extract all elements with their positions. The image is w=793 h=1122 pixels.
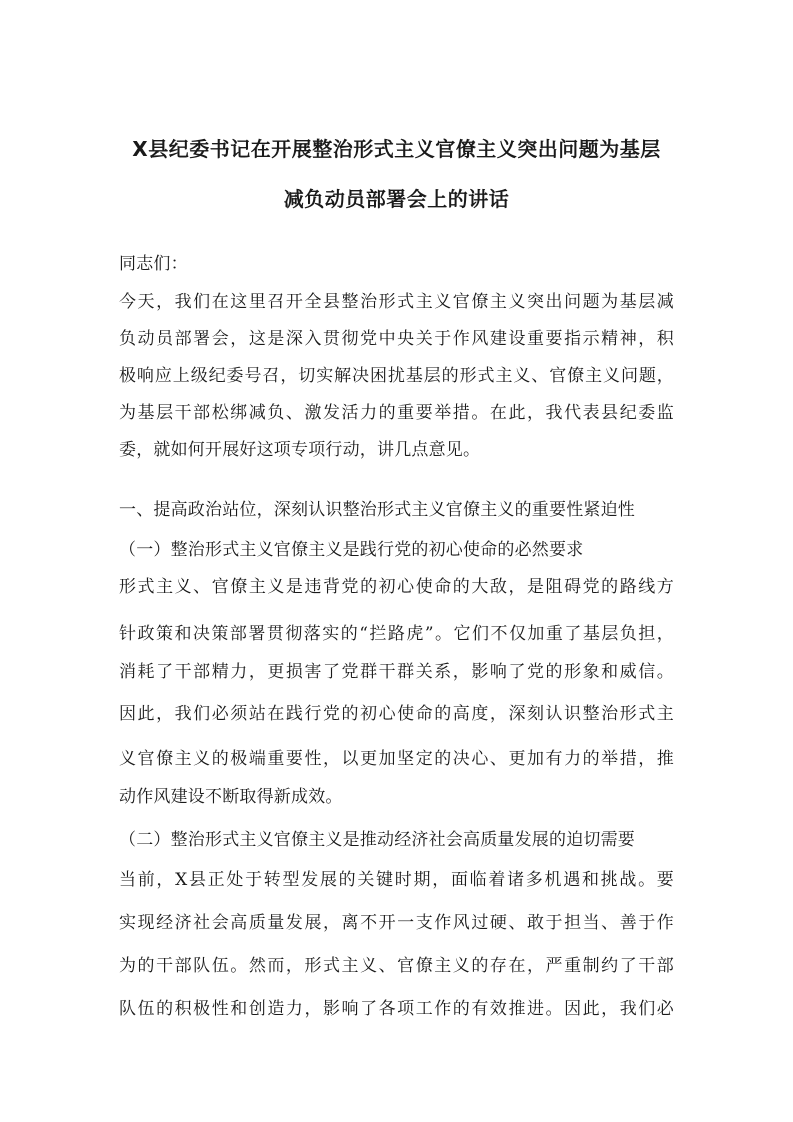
paragraph-line: 负动员部署会，这是深入贯彻党中央关于作风建设重要指示精神，积 (119, 329, 674, 349)
paragraph-line: 当前，X县正处于转型发展的关键时期，面临着诸多机遇和挑战。要 (119, 870, 674, 890)
paragraph-line: 委，就如何开展好这项专项行动，讲几点意见。 (119, 440, 481, 460)
paragraph-line: 义官僚主义的极端重要性，以更加坚定的决心、更加有力的举措，推 (119, 749, 674, 769)
paragraph-line: 队伍的积极性和创造力，影响了各项工作的有效推进。因此，我们必 (119, 999, 674, 1019)
paragraph-line: 动作风建设不断取得新成效。 (119, 787, 343, 807)
document-title-line-1: X县纪委书记在开展整治形式主义官僚主义突出问题为基层 (132, 137, 661, 161)
paragraph-line: 极响应上级纪委号召，切实解决困扰基层的形式主义、官僚主义问题， (119, 366, 674, 386)
section-heading: 一、提高政治站位，深刻认识整治形式主义官僚主义的重要性紧迫性 (119, 500, 635, 520)
subsection-heading: （一）整治形式主义官僚主义是践行党的初心使命的必然要求 (119, 540, 584, 560)
salutation: 同志们： (119, 254, 188, 274)
paragraph-line: 今天，我们在这里召开全县整治形式主义官僚主义突出问题为基层减 (119, 292, 674, 312)
paragraph-line: 为的干部队伍。然而，形式主义、官僚主义的存在，严重制约了干部 (119, 956, 674, 976)
paragraph-line: 形式主义、官僚主义是违背党的初心使命的大敌，是阻碍党的路线方 (119, 577, 674, 597)
paragraph-line: 实现经济社会高质量发展，离不开一支作风过硬、敢于担当、善于作 (119, 913, 674, 933)
paragraph-line: 针政策和决策部署贯彻落实的“拦路虎”。它们不仅加重了基层负担， (119, 624, 674, 644)
paragraph-line: 为基层干部松绑减负、激发活力的重要举措。在此，我代表县纪委监 (119, 403, 674, 423)
paragraph-line: 因此，我们必须站在践行党的初心使命的高度，深刻认识整治形式主 (119, 704, 674, 724)
document-title-line-2: 减负动员部署会上的讲话 (283, 187, 510, 211)
subsection-heading: （二）整治形式主义官僚主义是推动经济社会高质量发展的迫切需要 (119, 830, 635, 850)
paragraph-line: 消耗了干部精力，更损害了党群干群关系，影响了党的形象和威信。 (119, 662, 674, 682)
